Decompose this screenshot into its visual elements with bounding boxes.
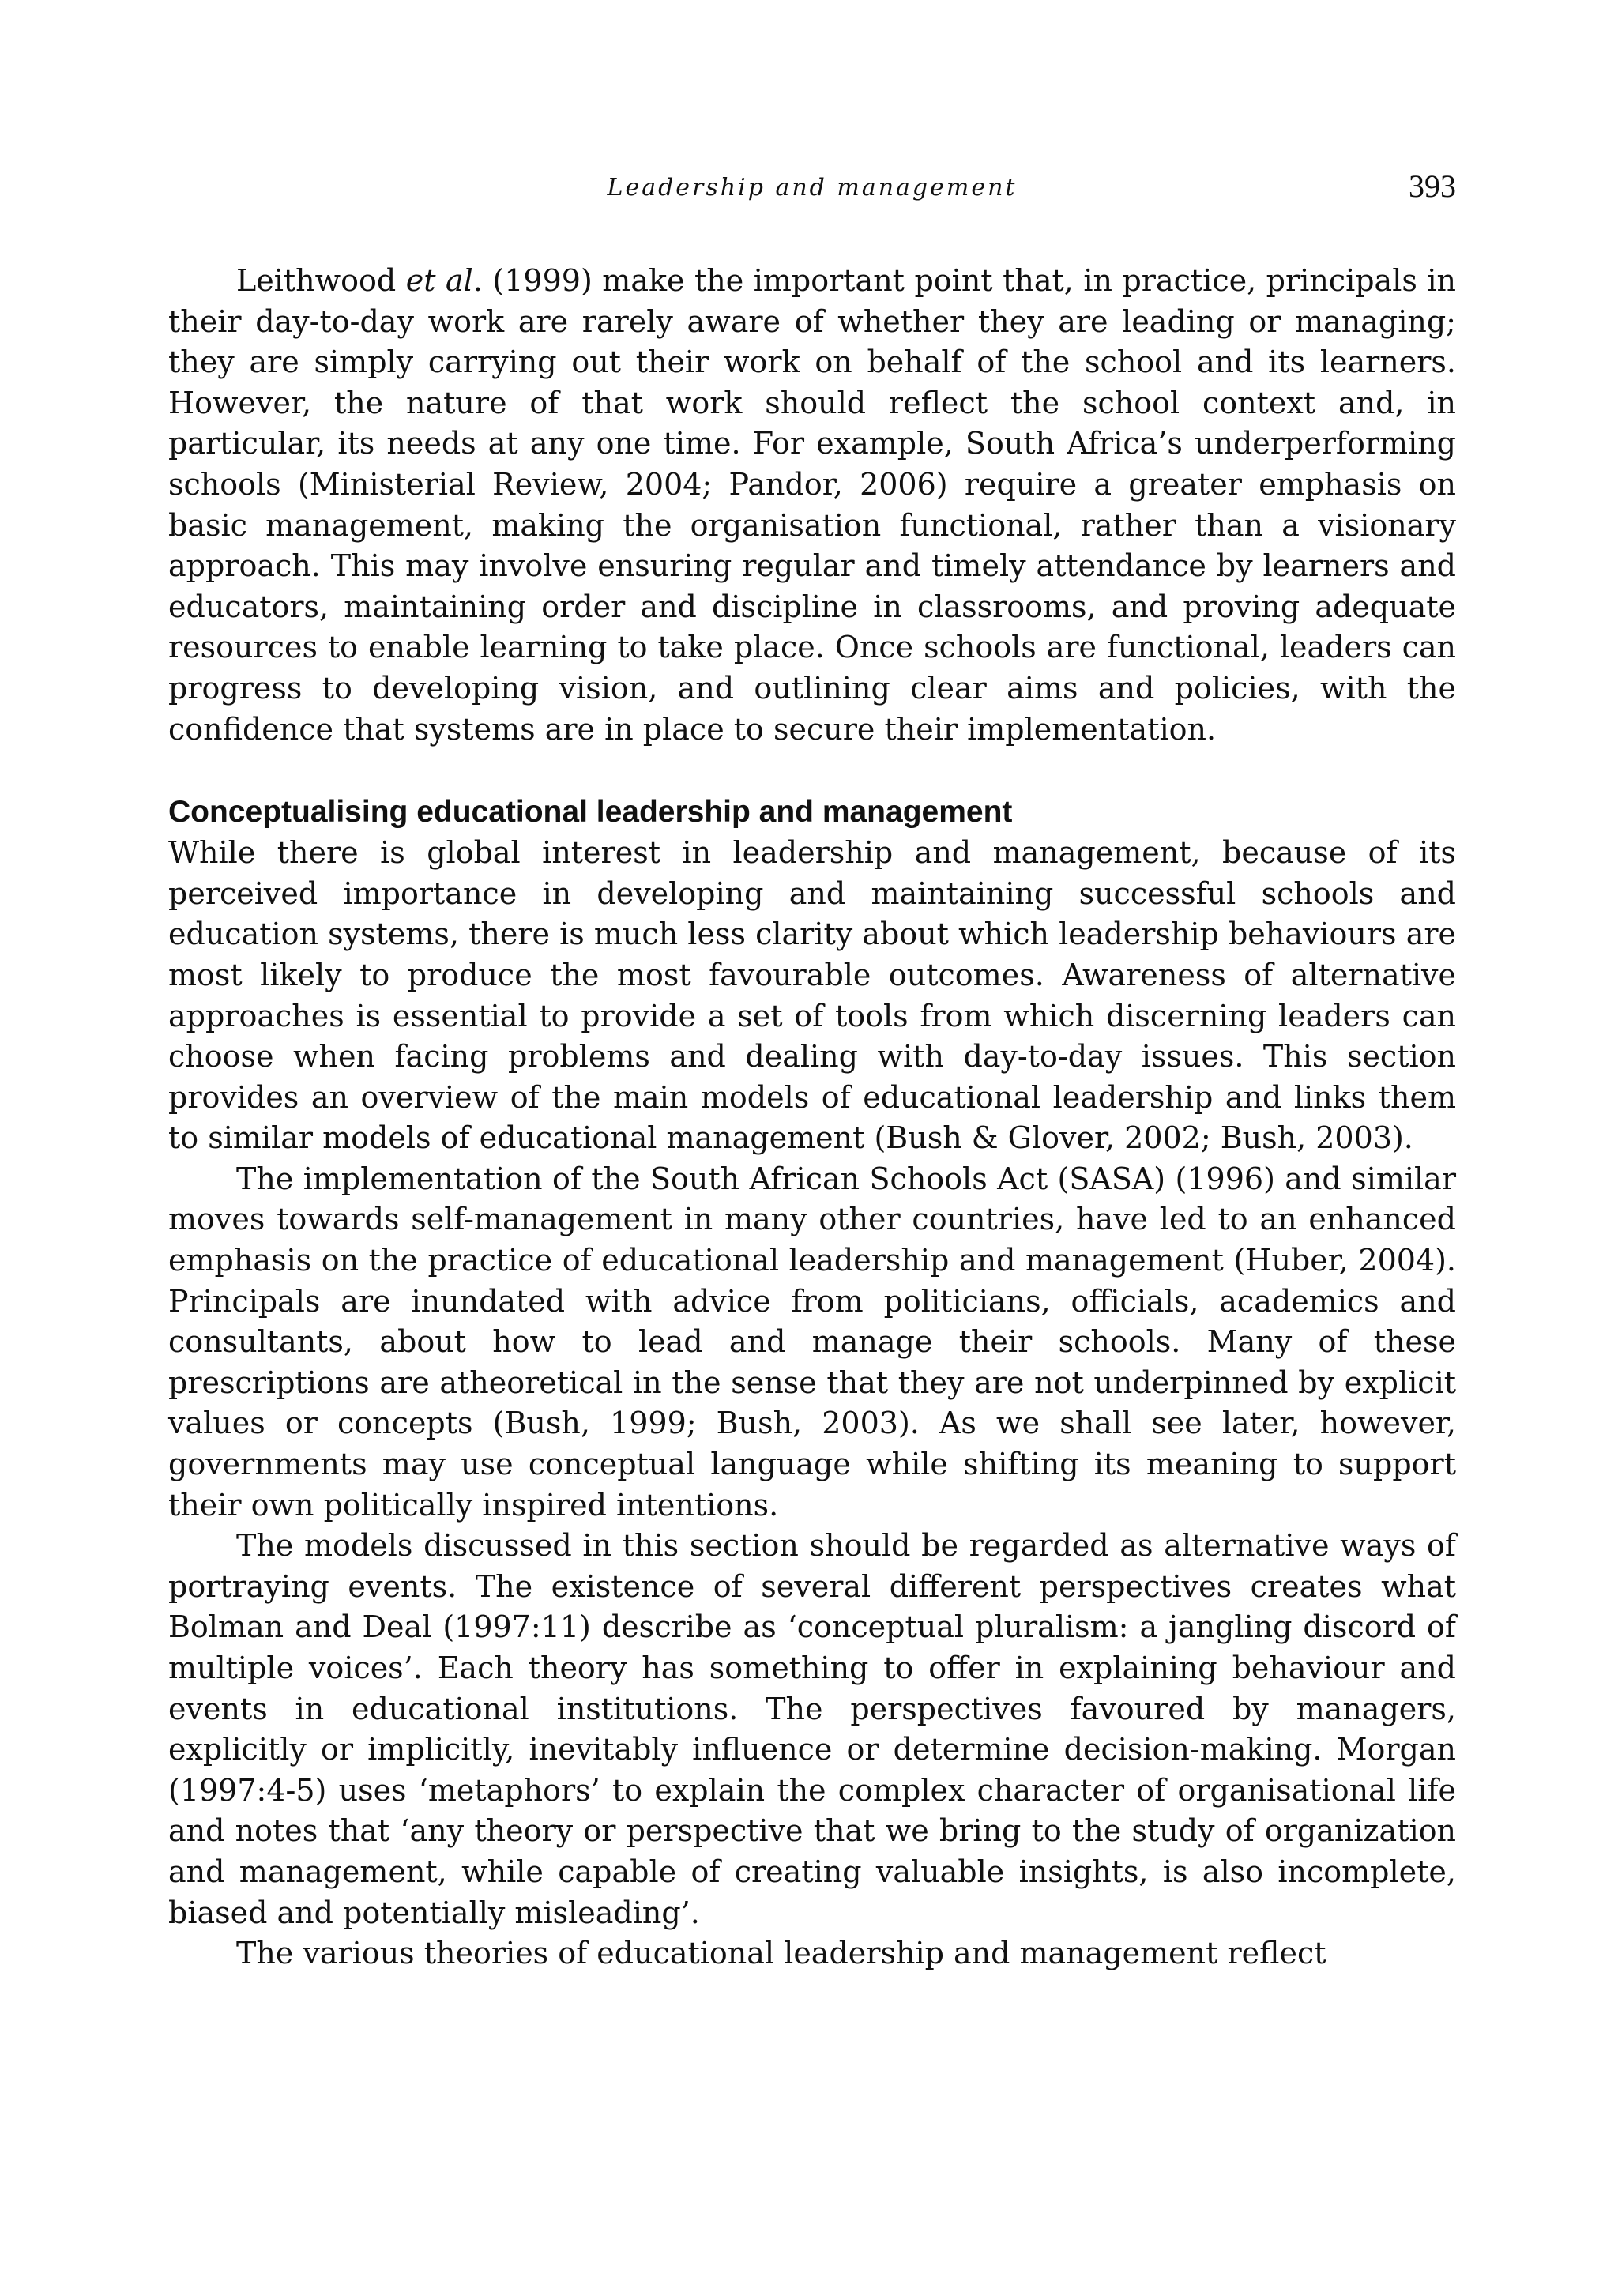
paragraph-4: The models discussed in this section should be regarded as alternative ways of portraying events. The existence of several different perspectives creates what Bolman and Deal (1997:11) describe as ‘conceptual pluralism: a jangling discord of multiple voices’. Each theory has something to offer in explaining behaviour and events in educational institutions. The perspectives favoured by managers, explicitly or implicitly, inevitably influence or determine decision-making. Morgan (1997:4-5) uses ‘metaphors’ to explain the complex character of organisational life and notes that ‘any theory or perspective that we bring to the study of organization and management, while capable of creating valuable insights, is also incomplete, biased and potentially misleading’. xyxy=(168,1528,1456,1930)
page xyxy=(168,167,1456,1974)
running-header xyxy=(168,167,1456,215)
body-text xyxy=(168,261,1456,1974)
paragraph-2: While there is global interest in leadership and management, because of its perceived importance in developing and maintaining successful schools and education systems, there is much less clarity about which leadership behaviours are most likely to produce the most favourable outcomes. Awareness of alternative approaches is essential to provide a set of tools from which discerning leaders can choose when facing problems and dealing with day-to-day issues. This section provides an overview of the main models of educational leadership and links them to similar models of educational management (Bush & Glover, 2002; Bush, 2003). xyxy=(168,835,1456,1156)
paragraph-5: The various theories of educational leadership and management reflect xyxy=(236,1936,1326,1971)
paragraph-3: The implementation of the South African Schools Act (SASA) (1996) and similar moves towards self-management in many other countries, have led to an enhanced emphasis on the practice of educational leadership and management (Huber, 2004). Principals are inundated with advice from politicians, officials, academics and consultants, about how to lead and manage their schools. Many of these prescriptions are atheoretical in the sense that they are not underpinned by explicit values or concepts (Bush, 1999; Bush, 2003). As we shall see later, however, governments may use conceptual language while shifting its meaning to support their own politically inspired intentions. xyxy=(168,1161,1456,1523)
paragraph-1-start: Leithwood xyxy=(236,263,406,298)
running-title: Leadership and management xyxy=(607,174,1018,201)
section-heading: Conceptualising educational leadership and management xyxy=(168,795,1013,830)
paragraph-1 xyxy=(168,261,1456,750)
page-number: 393 xyxy=(1409,168,1456,204)
paragraph-1-italic: et al xyxy=(405,263,473,298)
paragraph-1-rest: . (1999) make the important point that, in practice, principals in their day-to-day work are rarely aware of whether they are leading or managing; they are simply carrying out their work on behalf of the school and its learners. However, the nature of that work should reflect the school context and, in particular, its needs at any one time. For example, South Africa’s underperforming schools (Ministerial Review, 2004; Pandor, 2006) require a greater emphasis on basic management, making the organisation functional, rather than a visionary approach. This may involve ensuring regular and timely attendance by learners and educators, maintaining order and discipline in classrooms, and proving adequate resources to enable learning to take place. Once schools are functional, leaders can progress to developing vision, and outlining clear aims and policies, with the confidence that systems are in place to secure their implementation. xyxy=(168,263,1456,747)
